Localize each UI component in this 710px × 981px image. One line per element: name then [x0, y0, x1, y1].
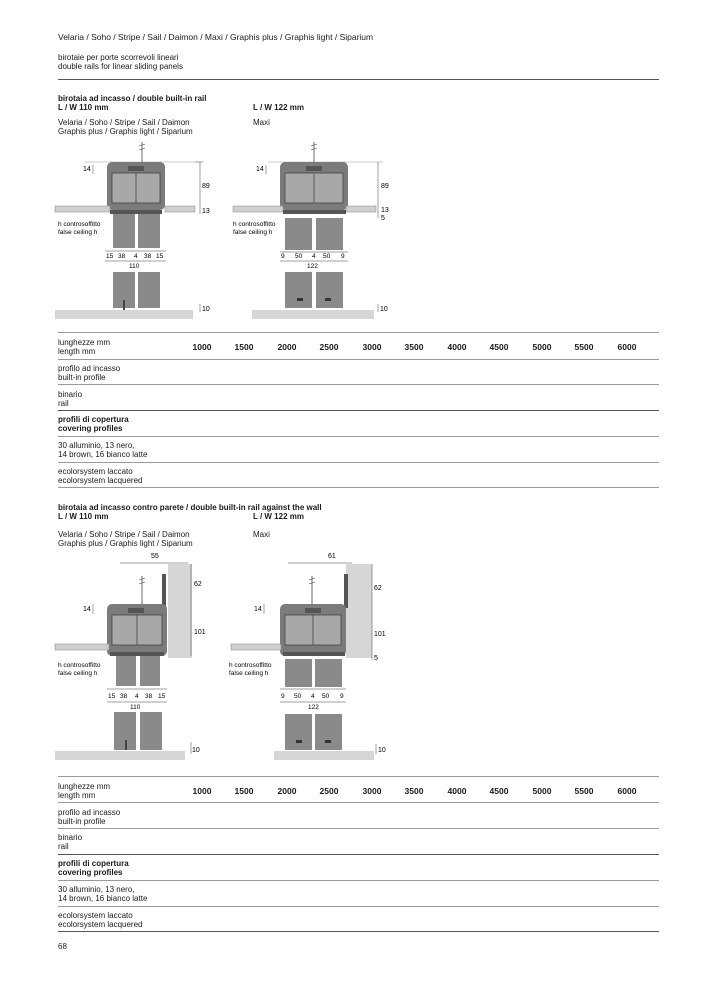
row-built-in-it: profilo ad incasso: [58, 364, 121, 373]
table1-line-1: [58, 359, 659, 360]
section2-left-width: L / W 110 mm: [58, 512, 109, 521]
section1-left-width: L / W 110 mm: [58, 103, 109, 112]
table1-line-5: [58, 462, 659, 463]
section1-left-drawing: [50, 140, 220, 325]
section2-left-drawing: [50, 548, 220, 766]
row-built-in-en: built-in profile: [58, 817, 106, 826]
section2-left-models-2: Graphis plus / Graphis light / Siparium: [58, 539, 193, 548]
svg-text:101: 101: [194, 629, 206, 636]
len-3500: 3500: [404, 786, 424, 796]
svg-text:38: 38: [145, 693, 153, 700]
svg-text:122: 122: [308, 704, 319, 711]
svg-text:h controsoffitto: h controsoffitto: [229, 662, 272, 669]
svg-text:9: 9: [281, 253, 285, 260]
row-built-in-it: profilo ad incasso: [58, 808, 121, 817]
svg-text:4: 4: [311, 693, 315, 700]
table2-line-3: [58, 854, 659, 855]
svg-text:122: 122: [307, 263, 318, 270]
section1-left-models-1: Velaria / Soho / Stripe / Sail / Daimon: [58, 118, 190, 127]
svg-text:62: 62: [194, 581, 202, 588]
dim-89: 89: [202, 183, 210, 190]
svg-text:9: 9: [340, 693, 344, 700]
row-ecolor-en: ecolorsystem lacquered: [58, 920, 143, 929]
svg-text:50: 50: [294, 693, 302, 700]
row-ecolor-it: ecolorsystem laccato: [58, 467, 133, 476]
section1-left-models-2: Graphis plus / Graphis light / Siparium: [58, 127, 193, 136]
len-6000: 6000: [617, 786, 637, 796]
table2-line-4: [58, 880, 659, 881]
len-4000: 4000: [447, 786, 467, 796]
table1-lengths-label-en: length mm: [58, 347, 96, 356]
dim-13: 13: [202, 208, 210, 215]
page-subtitle-it: birotaie per porte scorrevoli lineari: [58, 53, 179, 62]
len-1500: 1500: [234, 786, 254, 796]
row-rail-it: binario: [58, 390, 83, 399]
dim-floor: 10: [202, 306, 210, 313]
svg-text:55: 55: [151, 553, 159, 560]
svg-text:50: 50: [295, 253, 303, 260]
svg-text:5: 5: [374, 655, 378, 662]
ceiling-label-en: false ceiling h: [58, 229, 98, 236]
svg-text:5: 5: [381, 215, 385, 222]
svg-text:15: 15: [108, 693, 116, 700]
table1-top: [58, 332, 659, 333]
svg-text:9: 9: [341, 253, 345, 260]
len-3000: 3000: [362, 342, 382, 352]
svg-text:50: 50: [322, 693, 330, 700]
row-rail-en: rail: [58, 842, 69, 851]
len-1000: 1000: [192, 786, 212, 796]
dim-e: 15: [156, 253, 164, 260]
table2-line-5: [58, 906, 659, 907]
len-2500: 2500: [319, 342, 339, 352]
len-5000: 5000: [532, 342, 552, 352]
svg-text:10: 10: [192, 747, 200, 754]
len-2500: 2500: [319, 786, 339, 796]
row-ecolor-it: ecolorsystem laccato: [58, 911, 133, 920]
table1-lengths-label-it: lunghezze mm: [58, 338, 111, 347]
panel-right: [138, 214, 160, 248]
svg-text:38: 38: [120, 693, 128, 700]
ceiling-label-it: h controsoffitto: [58, 221, 101, 228]
row-built-in-en: built-in profile: [58, 373, 106, 382]
len-3500: 3500: [404, 342, 424, 352]
table1-line-3: [58, 410, 659, 411]
svg-text:false ceiling h: false ceiling h: [58, 670, 98, 677]
row-covering-it: profili di copertura: [58, 415, 129, 424]
section2-right-models: Maxi: [253, 530, 270, 539]
svg-text:62: 62: [374, 585, 382, 592]
section1-heading: birotaia ad incasso / double built-in rail: [58, 94, 207, 103]
table2-lengths-label-it: lunghezze mm: [58, 782, 111, 791]
section1-right-models: Maxi: [253, 118, 270, 127]
dim-total: 110: [129, 263, 140, 270]
len-3000: 3000: [362, 786, 382, 796]
row-finish-a: 30 alluminio, 13 nero,: [58, 441, 135, 450]
section2-right-drawing: [226, 548, 401, 766]
false-ceiling: [55, 206, 110, 212]
wall: [168, 564, 192, 658]
row-rail-en: rail: [58, 399, 69, 408]
dim-a: 15: [106, 253, 114, 260]
svg-text:false ceiling h: false ceiling h: [229, 670, 269, 677]
dim-b: 38: [118, 253, 126, 260]
panel-left: [113, 214, 135, 248]
page-number: 68: [58, 942, 67, 951]
svg-text:14: 14: [254, 606, 262, 613]
row-rail-it: binario: [58, 833, 83, 842]
section2-right-width: L / W 122 mm: [253, 512, 304, 521]
header-divider: [58, 79, 659, 80]
svg-text:4: 4: [135, 693, 139, 700]
table2-top: [58, 776, 659, 777]
row-covering-en: covering profiles: [58, 868, 123, 877]
len-4500: 4500: [489, 342, 509, 352]
len-5000: 5000: [532, 786, 552, 796]
svg-text:61: 61: [328, 553, 336, 560]
svg-text:h controsoffitto: h controsoffitto: [233, 221, 276, 228]
len-2000: 2000: [277, 342, 297, 352]
svg-text:false ceiling h: false ceiling h: [233, 229, 273, 236]
len-1500: 1500: [234, 342, 254, 352]
row-finish-a: 30 alluminio, 13 nero,: [58, 885, 135, 894]
row-finish-b: 14 brown, 16 bianco latte: [58, 450, 148, 459]
len-5500: 5500: [574, 786, 594, 796]
svg-text:h controsoffitto: h controsoffitto: [58, 662, 101, 669]
row-covering-en: covering profiles: [58, 424, 123, 433]
table1-bottom: [58, 487, 659, 488]
table2-line-1: [58, 802, 659, 803]
svg-text:110: 110: [130, 704, 141, 711]
table1-line-4: [58, 436, 659, 437]
dim-d: 38: [144, 253, 152, 260]
table2-line-2: [58, 828, 659, 829]
svg-text:89: 89: [381, 183, 389, 190]
svg-text:13: 13: [381, 207, 389, 214]
page-title: Velaria / Soho / Stripe / Sail / Daimon / Maxi / Graphis plus / Graphis light / Siparium: [58, 32, 374, 42]
svg-text:50: 50: [323, 253, 331, 260]
len-4000: 4000: [447, 342, 467, 352]
svg-text:10: 10: [378, 747, 386, 754]
len-4500: 4500: [489, 786, 509, 796]
svg-text:15: 15: [158, 693, 166, 700]
len-6000: 6000: [617, 342, 637, 352]
dim-c: 4: [134, 253, 138, 260]
section2-heading: birotaia ad incasso contro parete / double built-in rail against the wall: [58, 503, 322, 512]
len-5500: 5500: [574, 342, 594, 352]
table1-line-2: [58, 384, 659, 385]
table2-lengths-label-en: length mm: [58, 791, 96, 800]
svg-text:14: 14: [83, 606, 91, 613]
section1-right-width: L / W 122 mm: [253, 103, 304, 112]
len-2000: 2000: [277, 786, 297, 796]
svg-text:9: 9: [281, 693, 285, 700]
section1-right-drawing: [228, 140, 403, 325]
row-finish-b: 14 brown, 16 bianco latte: [58, 894, 148, 903]
len-1000: 1000: [192, 342, 212, 352]
table2-bottom: [58, 931, 659, 932]
section2-left-models-1: Velaria / Soho / Stripe / Sail / Daimon: [58, 530, 190, 539]
page-subtitle-en: double rails for linear sliding panels: [58, 62, 183, 71]
svg-text:4: 4: [312, 253, 316, 260]
dim-14: 14: [83, 166, 91, 173]
row-covering-it: profili di copertura: [58, 859, 129, 868]
svg-text:14: 14: [256, 166, 264, 173]
svg-text:10: 10: [380, 306, 388, 313]
row-ecolor-en: ecolorsystem lacquered: [58, 476, 143, 485]
svg-text:101: 101: [374, 631, 386, 638]
